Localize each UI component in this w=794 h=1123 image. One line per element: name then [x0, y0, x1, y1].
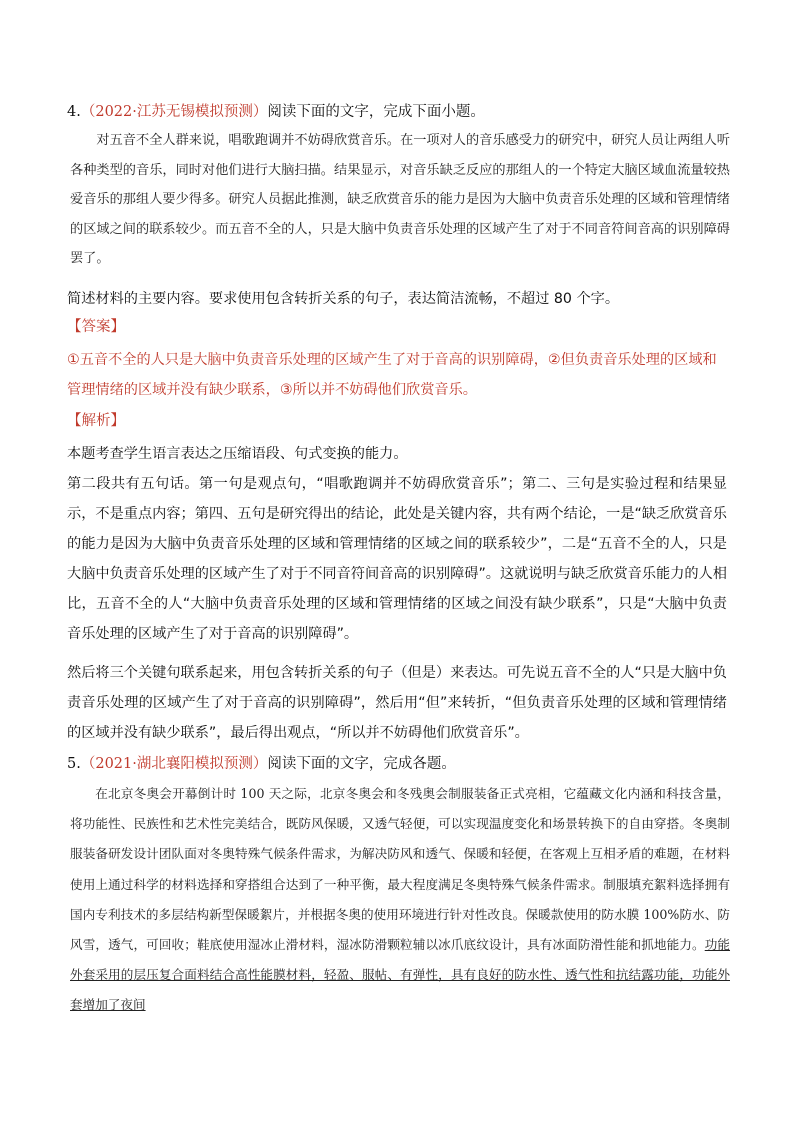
question-number: 5.	[67, 756, 81, 772]
answer-text: ①五音不全的人只是大脑中负责音乐处理的区域产生了对于音高的识别障碍，②但负责音乐处理的区域和管理情绪的区域并没有缺少联系，③所以并不妨碍他们欣赏音乐。	[67, 352, 717, 398]
question-instruction: 简述材料的主要内容。要求使用包含转折关系的句子，表达简洁流畅，不超过 80 个字。	[67, 291, 620, 307]
question-source: （2021·湖北襄阳模拟预测）	[80, 756, 268, 772]
underlined-passage-text: 功能外套采用的层压复合面料结合高性能膜材料，轻盈、服帖、有弹性，具有良好的防水性、透气性和抗结露功能，功能外套增加了夜间	[70, 937, 731, 1013]
analysis-paragraph-1: 本题考查学生语言表达之压缩语段、句式变换的能力。	[67, 446, 408, 462]
question-source: （2022·江苏无锡模拟预测）	[80, 104, 268, 120]
question-prompt: 阅读下面的文字，完成各题。	[267, 756, 456, 772]
reading-passage-2	[70, 779, 730, 1021]
question-5-header	[67, 750, 727, 778]
reading-passage: 对五音不全人群来说，唱歌跑调并不妨碍欣赏音乐。在一项对人的音乐感受力的研究中，研究人员让两组人听各种类型的音乐，同时对他们进行大脑扫描。结果显示，对音乐缺乏反应的那组人的一个特定大脑区域血流量较热爱音乐的那组人要少得多。研究人员据此推测，缺乏欣赏音乐的能力是因为大脑中负责音乐处理的区域和管理情绪的区域之间的联系较少。而五音不全的人，只是大脑中负责音乐处理的区域产生了对于不同音符间音高的识别障碍罢了。	[70, 133, 730, 266]
question-4-header	[67, 98, 727, 126]
analysis-paragraph-3: 然后将三个关键句联系起来，用包含转折关系的句子（但是）来表达。可先说五音不全的人“只是大脑中负责音乐处理的区域产生了对于音高的识别障碍”，然后用“但”来转折，“但负责音乐处理的区域和管理情绪的区域并没有缺少联系”，最后得出观点，“所以并不妨碍他们欣赏音乐”。	[67, 665, 727, 741]
question-prompt: 阅读下面的文字，完成下面小题。	[267, 104, 485, 120]
analysis-paragraph-2: 第二段共有五句话。第一句是观点句，“唱歌跑调并不妨碍欣赏音乐”；第二、三句是实验过程和结果显示，不是重点内容；第四、五句是研究得出的结论，此处是关键内容，共有两个结论，一是“缺乏欣赏音乐的能力是因为大脑中负责音乐处理的区域和管理情绪的区域之间的联系较少”，二是“五音不全的人，只是大脑中负责音乐处理的区域产生了对于不同音符间音高的识别障碍”。这就说明与缺乏欣赏音乐能力的人相比，五音不全的人“大脑中负责音乐处理的区域和管理情绪的区域之间没有缺少联系”，只是“大脑中负责音乐处理的区域产生了对于音高的识别障碍”。	[67, 476, 727, 642]
passage-text: 在北京冬奥会开幕倒计时 100 天之际，北京冬奥会和冬残奥会制服装备正式亮相，它蕴藏文化内涵和科技含量，将功能性、民族性和艺术性完美结合，既防风保暖，又透气轻便，可以实现温度变化和场景转换下的自由穿搭。冬奥制服装备研发设计团队面对冬奥特殊气候条件需求，为解决防风和透气、保暖和轻便，在客观上互相矛盾的难题，在材料使用上通过科学的材料选择和穿搭组合达到了一种平衡，最大程度满足冬奥特殊气候条件需求。制服填充絮料选择拥有国内专利技术的多层结构新型保暖絮片，并根据冬奥的使用环境进行针对性改良。保暖款使用的防水膜 100%防水、防风雪，透气，可回收；鞋底使用湿冰止滑材料，湿冰防滑颗粒辅以冰爪底纹设计，具有冰面防滑性能和抓地能力。	[70, 786, 730, 953]
answer-tag: 【答案】	[67, 319, 125, 335]
analysis-tag: 【解析】	[67, 413, 125, 429]
question-number: 4.	[67, 104, 81, 120]
